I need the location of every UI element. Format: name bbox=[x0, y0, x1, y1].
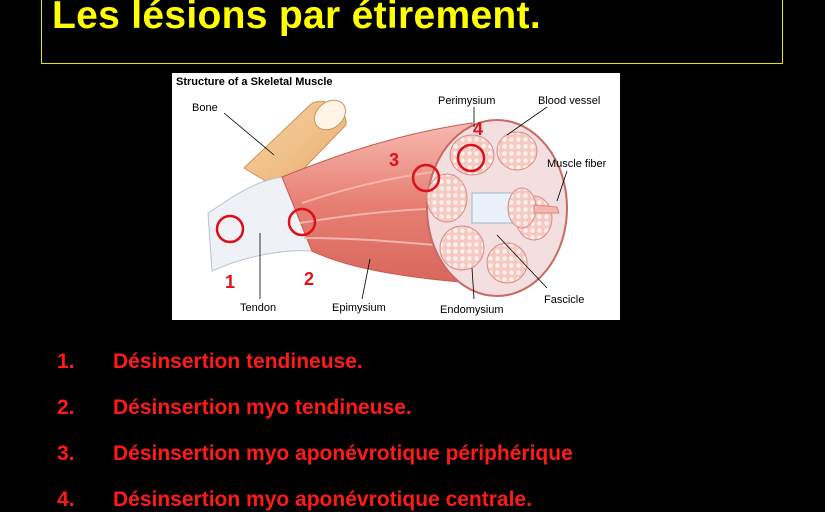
label-endomysium: Endomysium bbox=[440, 304, 504, 316]
fascicle-end bbox=[508, 188, 536, 228]
label-perimysium: Perimysium bbox=[438, 95, 496, 107]
marker-number-1: 1 bbox=[225, 272, 236, 292]
figure-heading: Structure of a Skeletal Muscle bbox=[176, 76, 333, 88]
list-number-2: 2. bbox=[57, 396, 75, 419]
label-blood-vessel: Blood vessel bbox=[538, 95, 601, 107]
label-fascicle: Fascicle bbox=[544, 294, 585, 306]
label-bone: Bone bbox=[192, 102, 218, 114]
slide-title: Les lésions par étirement. bbox=[52, 0, 541, 37]
muscle-diagram bbox=[172, 73, 620, 320]
muscle-structure-figure bbox=[172, 73, 620, 320]
list-item-1: Désinsertion tendineuse. bbox=[113, 350, 363, 373]
list-item-2: Désinsertion myo tendineuse. bbox=[113, 396, 412, 419]
label-epimysium: Epimysium bbox=[332, 302, 386, 314]
list-number-1: 1. bbox=[57, 350, 75, 373]
list-number-3: 3. bbox=[57, 442, 75, 465]
list-item-4: Désinsertion myo aponévrotique centrale. bbox=[113, 488, 532, 511]
list-number-4: 4. bbox=[57, 488, 75, 511]
label-tendon: Tendon bbox=[240, 302, 277, 314]
marker-number-2: 2 bbox=[304, 269, 315, 289]
marker-number-4: 4 bbox=[473, 119, 484, 139]
label-muscle-fiber: Muscle fiber bbox=[547, 158, 607, 170]
list-item-3: Désinsertion myo aponévrotique périphérique bbox=[113, 442, 573, 465]
marker-number-3: 3 bbox=[389, 150, 400, 170]
